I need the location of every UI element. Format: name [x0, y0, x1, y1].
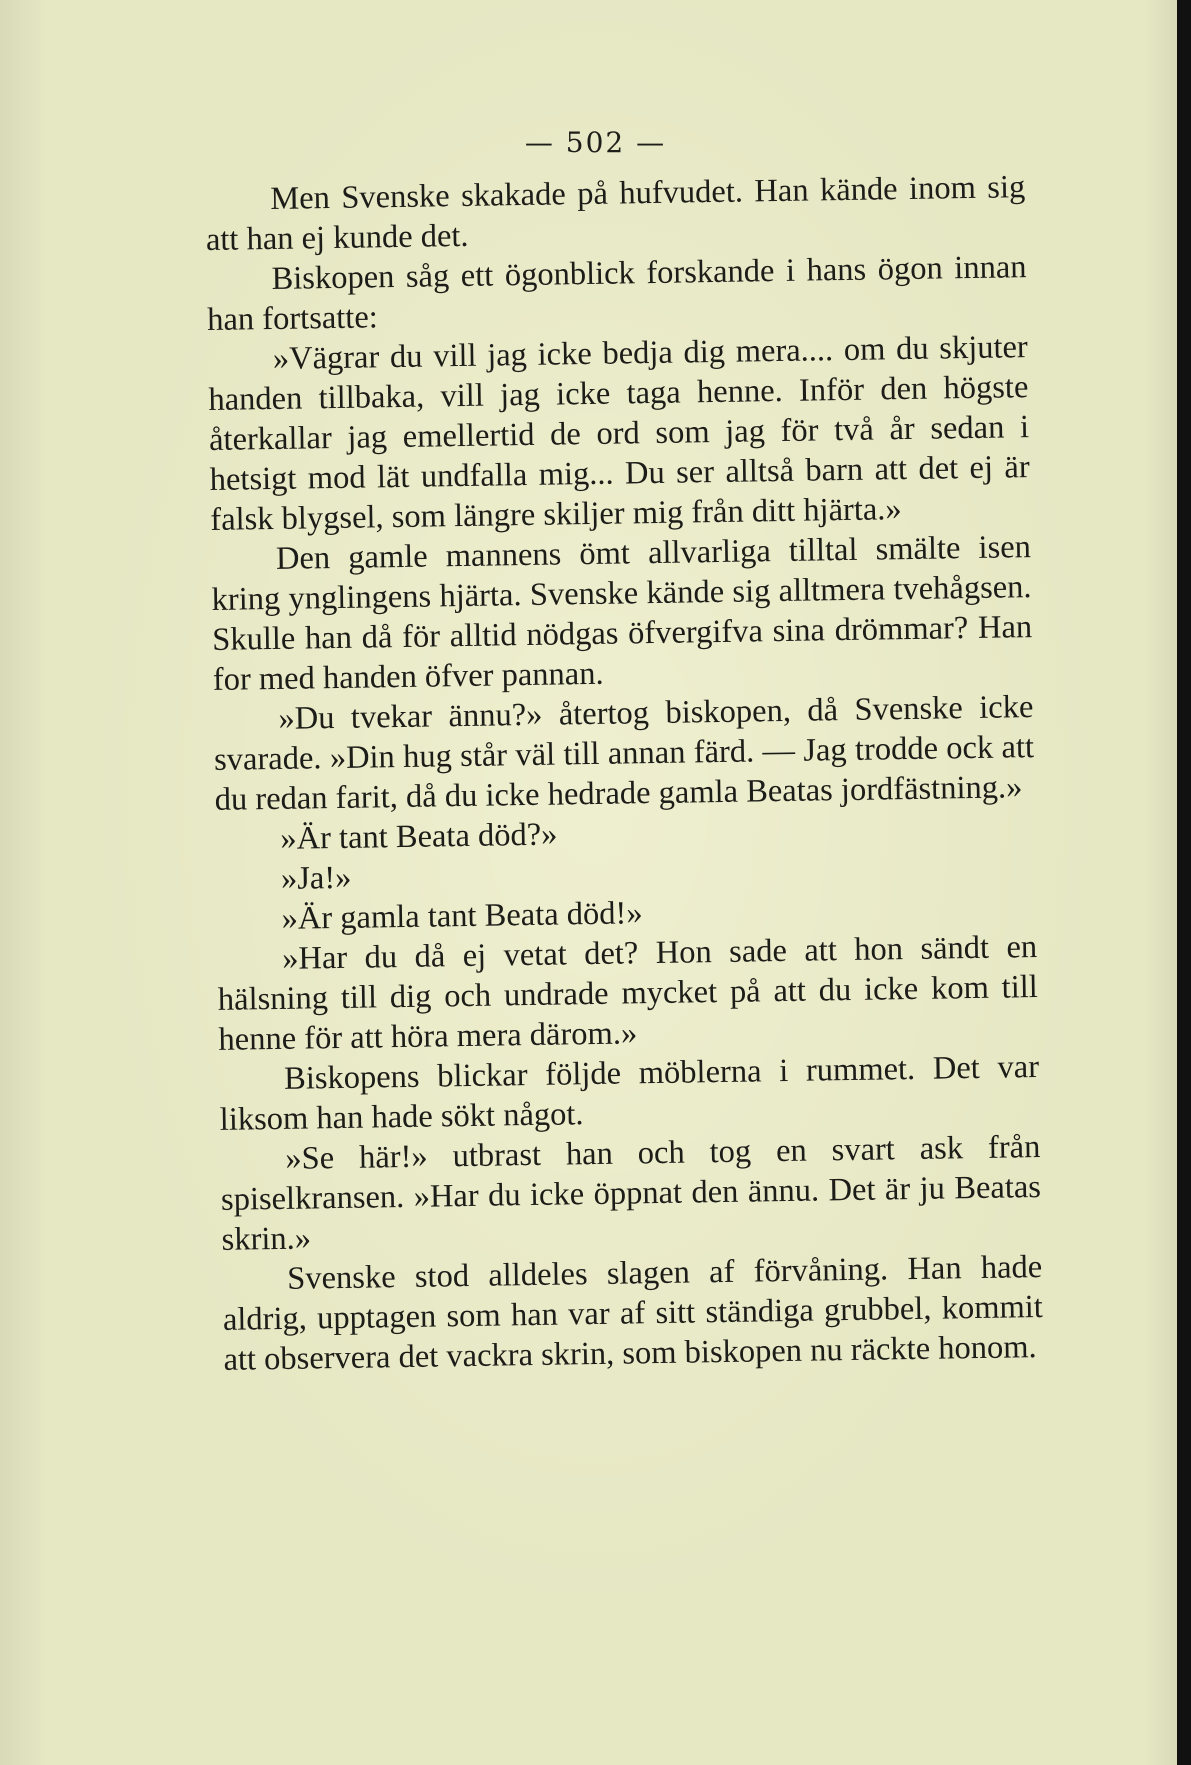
paragraph: »Är gamla tant Beata död!» [281, 895, 643, 937]
body-text [205, 167, 1044, 1380]
scan-edge [1177, 0, 1191, 1765]
paragraph: »Se här!» utbrast han och tog en svart ask från spiselkransen. »Har du icke öppnat den ännu. Det är ju Beatas skrin.» [220, 1129, 1042, 1258]
paragraph: »Ja!» [280, 859, 352, 897]
paragraph: Svenske stod alldeles slagen af förvåning. Han hade aldrig, upptagen som han var af sitt ständiga grubbel, kommit att observera det vackra skrin, som biskopen nu räckte honom. [222, 1248, 1044, 1378]
paragraph: Men Svenske skakade på hufvudet. Han kände inom sig att han ej kunde det. [205, 169, 1026, 258]
paragraph: Biskopen såg ett ögonblick forskande i hans ögon innan han fortsatte: [206, 249, 1027, 338]
paragraph: Den gamle mannens ömt allvarliga tilltal smälte isen kring ynglingens hjärta. Svenske kände sig alltmera tvehågsen. Skulle han då för alltid nödgas öfvergifva sina drömmar? Han for med handen öfver pannan. [211, 529, 1033, 698]
paragraph: »Är tant Beata död?» [280, 816, 558, 857]
paragraph: »Vägrar du vill jag icke bedja dig mera.... om du skjuter handen tillbaka, vill jag icke taga henne. Inför den högste återkallar jag emellertid de ord som jag för två år sedan i hetsigt mod lät undfalla mig... Du ser alltså barn att det ej är falsk blygsel, som längre skiljer mig från ditt hjärta.» [208, 329, 1030, 538]
paragraph: »Du tvekar ännu?» återtog biskopen, då Svenske icke svarade. »Din hug står väl till annan färd. — Jag trodde ock att du redan farit, då du icke hedrade gamla Beatas jordfästning.» [213, 689, 1035, 818]
page-number: — 502 — [524, 126, 667, 159]
paragraph: »Har du då ej vetat det? Hon sade att hon sändt en hälsning till dig och undrade mycket på att du icke kom till henne för att höra mera därom.» [217, 929, 1039, 1058]
paragraph: Biskopens blickar följde möblerna i rummet. Det var liksom han hade sökt något. [219, 1049, 1040, 1138]
